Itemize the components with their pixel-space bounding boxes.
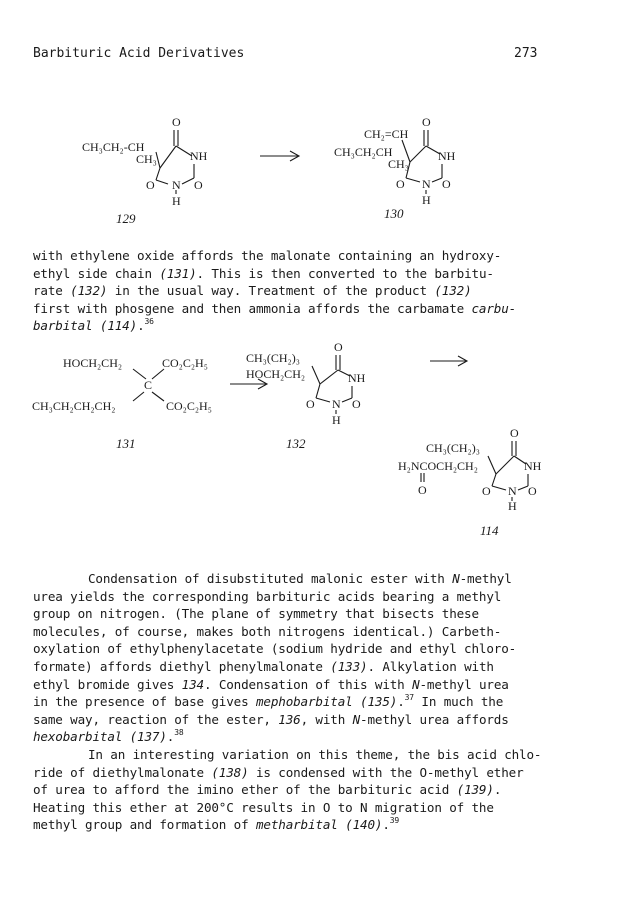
bond-ring-5 [182,178,194,184]
page-number: 273 [514,46,538,61]
substituent-vinyl: CH₂=CH [364,127,409,141]
atom-n: N [422,177,431,191]
bond-butyl [488,456,496,474]
atom-o-right: O [528,484,537,498]
text-line: ride of diethylmalonate (138) is condensed with the O-methyl ether [33,764,524,780]
structure-129 [70,110,250,215]
compound-ref: (133) [330,658,368,674]
atom-o-carbamate: O [418,483,427,497]
reference-marker: 36 [144,317,154,327]
atom-o-right: O [194,178,203,192]
drug-name: metharbital (140) [255,817,383,833]
text-line: Heating this ether at 200°C results in O to N migration of the [33,799,494,815]
bond-ring-2 [156,168,160,180]
substituent-hydroxyethyl: HOCH₂CH₂ [246,367,306,381]
text-line: formate) affords diethyl phenylmalonate (133). Alkylation with [33,658,494,674]
compound-ref: 136 [278,711,301,727]
paragraph-1 [33,247,553,335]
running-header-title: Barbituric Acid Derivatives [33,46,245,61]
bond-ring-4 [492,486,506,490]
text-line: group on nitrogen. (The plane of symmetry that bisects these [33,606,479,622]
compound-number-131: 131 [116,436,136,451]
atom-o-left: O [482,484,491,498]
text-line: barbital (114).$^{36}$ [33,317,154,334]
atom-o-left: O [306,397,315,411]
substituent-carbamoylethyl: H₂NCOCH₂CH₂ [398,459,478,473]
compound-number-132: 132 [286,436,306,451]
drug-name: hexobarbital (137) [33,729,167,745]
bond-ring-5 [518,486,528,490]
text-line: same way, reaction of the ester, 136, with N-methyl urea affords [33,711,509,727]
reference-marker: 38 [174,728,184,738]
text-line: rate (132) in the usual way. Treatment of the product (132) [33,283,472,299]
paragraph-2 [33,570,553,746]
bond-ring-4 [156,180,168,184]
atom-o-left: O [396,177,405,191]
drug-name: mephobarbital (135) [255,694,398,710]
atom-o-left: O [146,178,155,192]
compound-number-129: 129 [116,211,136,226]
atom-nh: NH [438,149,456,163]
atom-h: H [172,194,181,208]
substituent-butyl: CH₃(CH₂)₃ [246,351,300,365]
compound-number-114: 114 [480,523,499,538]
bond-ring-5 [432,178,442,182]
atom-h: H [508,499,517,513]
structure-114 [396,424,566,524]
substituent-ethyl: CH₃CH₂-CH [82,140,145,154]
bond-ring-1 [496,456,514,474]
text-line: in the presence of base gives mephobarbital (135).$^{37}$ In much the [33,693,504,710]
compound-ref: (132) [70,283,108,299]
bond-butyl [312,366,320,384]
reference-marker: 37 [404,693,414,703]
atom-n: N [172,178,181,192]
text-line: with ethylene oxide affords the malonate containing an hydroxy- [33,248,502,263]
atom-o-right: O [442,177,451,191]
text-line: molecules, of course, makes both nitrogens identical.) Carbeth- [33,623,502,639]
text-line: methyl group and formation of metharbital (140).$^{39}$ [33,816,400,833]
atom-n: N [508,484,517,498]
compound-ref: (131) [159,265,197,281]
atom-o-top: O [172,115,181,129]
atom-h: H [422,193,431,207]
substituent-methyl: CH₃ [388,157,409,171]
text-line: hexobarbital (137).$^{38}$ [33,728,184,745]
bond-ring-5 [342,398,352,402]
bond-3 [133,392,144,401]
bond-4 [152,392,164,401]
reaction-arrow [428,355,470,367]
atom-h: H [332,413,341,427]
drug-name: carbu- [471,300,517,316]
paragraph-3 [33,746,553,834]
text-line: ethyl bromide gives 134. Condensation of this with N-methyl urea [33,676,509,692]
compound-ref: (139) [456,782,494,798]
substituent-hydroxyethyl: HOCH₂CH₂ [63,356,123,370]
compound-ref: (138) [211,764,249,780]
substituent-butyl: CH₃CH₂CH₂CH₂ [32,399,116,413]
atom-o-top: O [510,426,519,440]
structure-130 [330,110,510,215]
text-line: of urea to afford the imino ether of the barbituric acid (139). [33,782,502,798]
atom-o-right: O [352,397,361,411]
substituent-secbutyl: CH₃CH₂CH [334,145,393,159]
text-line: Condensation of disubstituted malonic ester with N-methyl [88,571,512,586]
bond-ring-1 [410,146,426,162]
bond-ring-2 [316,384,320,398]
bond-ring-1 [160,146,176,168]
compound-ref: (132) [434,283,472,299]
structure-131 [30,355,230,415]
drug-name: barbital (114) [33,318,138,334]
bond-ring-4 [316,398,330,402]
text-line: first with phosgene and then ammonia affords the carbamate carbu- [33,300,517,316]
atom-nh: NH [190,149,208,163]
substituent-methyl: CH₃ [136,152,157,166]
text-line: ethyl side chain (131). This is then converted to the barbitu- [33,265,494,281]
atom-nh: NH [348,371,366,385]
bond-2 [152,369,164,379]
substituent-ester-2: CO₂C₂H₅ [166,399,212,413]
text-line: urea yields the corresponding barbituric acids bearing a methyl [33,588,502,604]
reference-marker: 39 [389,816,400,826]
atom-c: C [144,378,153,392]
atom-o-top: O [334,340,343,354]
bond-ring-2 [492,474,496,486]
substituent-ester-1: CO₂C₂H₅ [162,356,208,370]
atom-nh: NH [524,459,542,473]
compound-ref: 134 [181,676,204,692]
structure-132 [244,338,394,438]
text-line: In an interesting variation on this theme, the bis acid chlo- [88,747,542,762]
reaction-arrow [258,150,302,162]
atom-o-top: O [422,115,431,129]
atom-n: N [332,397,341,411]
bond-ring-1 [320,370,338,384]
compound-number-130: 130 [384,206,404,221]
bond-ring-4 [406,178,420,182]
text-line: oxylation of ethylphenylacetate (sodium hydride and ethyl chloro- [33,641,517,657]
substituent-butyl: CH₃(CH₂)₃ [426,441,480,455]
